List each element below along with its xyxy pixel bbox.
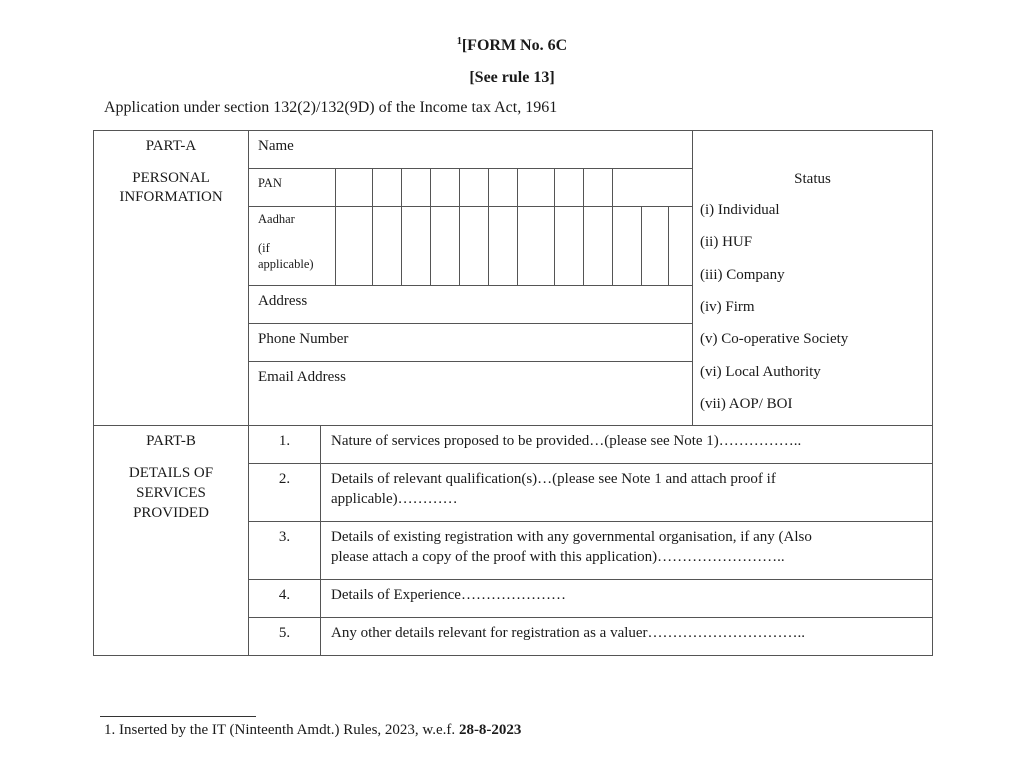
number-column-divider <box>320 425 321 656</box>
form-title-text: [FORM No. 6C <box>461 37 568 54</box>
name-label: Name <box>258 138 294 154</box>
status-option-aop-boi: (vii) AOP/ BOI <box>700 396 793 412</box>
aadhar-label: Aadhar <box>258 212 295 226</box>
qualification-text-line2: applicable)………… <box>331 491 458 507</box>
aadhar-box <box>335 206 336 286</box>
part-a-title-line1: PERSONAL <box>132 170 210 186</box>
pan-box <box>517 168 518 207</box>
aadhar-box <box>583 206 584 286</box>
aadhar-box <box>401 206 402 286</box>
footnote-text: 1. Inserted by the IT (Ninteenth Amdt.) Rules, 2023, w.e.f. <box>104 722 459 738</box>
table-border-right <box>932 130 933 656</box>
rule-reference: [See rule 13] <box>469 69 555 86</box>
aadhar-box <box>517 206 518 286</box>
email-label: Email Address <box>258 369 346 385</box>
name-field[interactable] <box>336 131 692 168</box>
phone-label: Phone Number <box>258 331 349 347</box>
aadhar-box <box>488 206 489 286</box>
pan-box <box>554 168 555 207</box>
pan-label: PAN <box>258 176 282 190</box>
footnote-divider <box>100 716 256 717</box>
pan-box <box>583 168 584 207</box>
aadhar-box <box>430 206 431 286</box>
form-title <box>0 36 1024 55</box>
row-divider <box>248 285 693 286</box>
registration-text-line1: Details of existing registration with any governmental organisation, if any (Also <box>331 529 812 545</box>
row-number: 4. <box>278 587 291 603</box>
table-border-left <box>93 130 94 656</box>
other-details-text: Any other details relevant for registration as a valuer………………………….. <box>331 625 806 641</box>
status-option-huf: (ii) HUF <box>700 234 753 250</box>
address-label: Address <box>258 293 308 309</box>
pan-box <box>335 168 336 207</box>
footnote-date: 28-8-2023 <box>458 722 522 738</box>
pan-box <box>612 168 613 207</box>
part-divider <box>93 425 933 426</box>
row-divider <box>248 579 933 580</box>
status-option-local-authority: (vi) Local Authority <box>700 364 821 380</box>
pan-box <box>401 168 402 207</box>
row-divider <box>248 168 693 169</box>
row-divider <box>248 463 933 464</box>
aadhar-box <box>372 206 373 286</box>
aadhar-box <box>459 206 460 286</box>
aadhar-box <box>554 206 555 286</box>
row-divider <box>248 617 933 618</box>
footnote-mark: 1 <box>456 36 462 47</box>
part-b-title-line1: DETAILS OF <box>128 465 214 481</box>
status-option-individual: (i) Individual <box>700 202 780 218</box>
row-divider <box>248 323 693 324</box>
row-divider <box>248 206 693 207</box>
qualification-text-line1: Details of relevant qualification(s)…(please see Note 1 and attach proof if <box>331 471 776 487</box>
aadhar-note-line2: applicable) <box>258 257 314 271</box>
row-divider <box>248 521 933 522</box>
status-option-cooperative: (v) Co-operative Society <box>700 331 849 347</box>
table-border-bottom <box>93 655 933 656</box>
row-number: 2. <box>278 471 291 487</box>
part-a-title-line2: INFORMATION <box>119 189 223 205</box>
part-b-label: PART-B <box>146 433 196 449</box>
aadhar-box <box>641 206 642 286</box>
part-b-title-line2: SERVICES <box>136 485 206 501</box>
pan-box <box>430 168 431 207</box>
status-option-firm: (iv) Firm <box>700 299 755 315</box>
aadhar-box <box>612 206 613 286</box>
experience-text: Details of Experience………………… <box>331 587 566 603</box>
status-title: Status <box>794 171 831 187</box>
row-number: 5. <box>278 625 291 641</box>
status-option-company: (iii) Company <box>700 267 785 283</box>
registration-text-line2: please attach a copy of the proof with this application)…………………….. <box>331 549 785 565</box>
row-number: 3. <box>278 529 291 545</box>
part-b-title-line3: PROVIDED <box>133 505 209 521</box>
column-divider <box>248 130 249 656</box>
pan-box <box>372 168 373 207</box>
aadhar-note-line1: (if <box>258 241 270 255</box>
form-subtitle: Application under section 132(2)/132(9D) of the Income tax Act, 1961 <box>104 99 558 116</box>
pan-box <box>459 168 460 207</box>
footnote <box>104 722 521 739</box>
pan-box <box>488 168 489 207</box>
part-a-label: PART-A <box>145 138 197 154</box>
row-divider <box>248 361 693 362</box>
aadhar-box <box>668 206 669 286</box>
services-nature-text: Nature of services proposed to be provided…(please see Note 1)…………….. <box>331 433 802 449</box>
row-number: 1. <box>278 433 291 449</box>
